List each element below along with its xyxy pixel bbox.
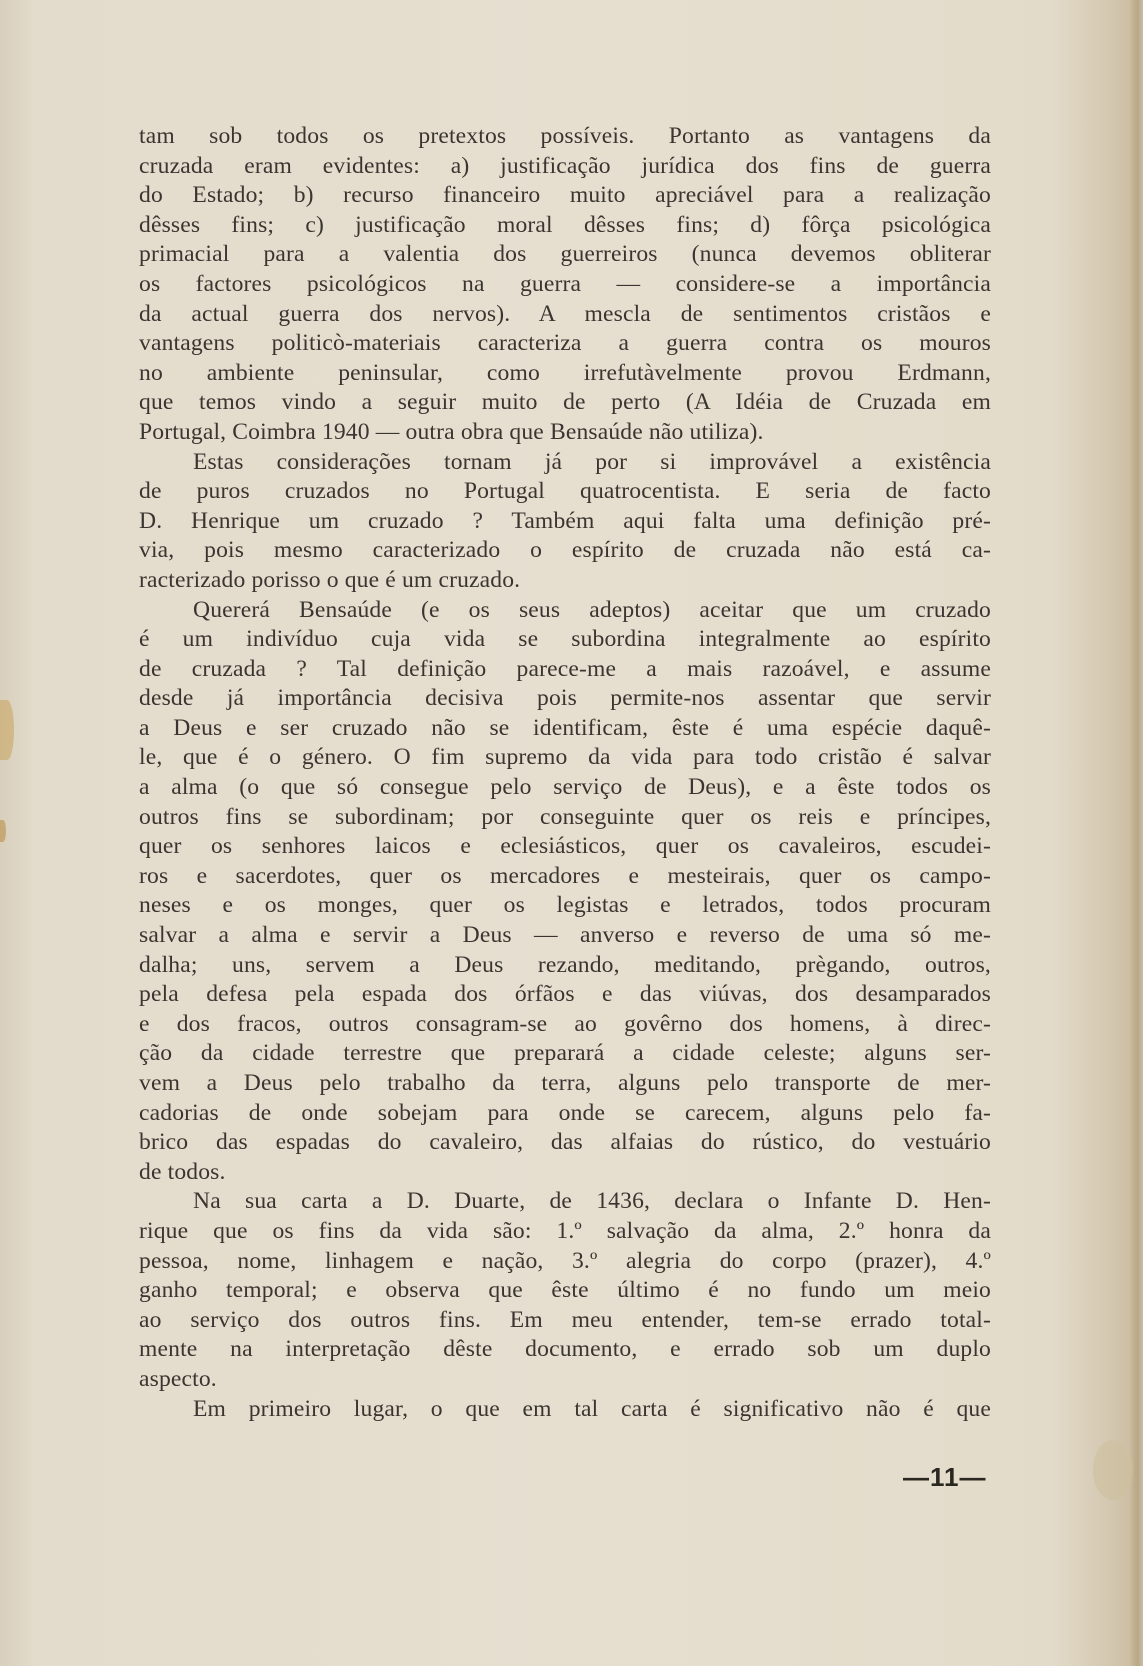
text-line: de todos. — [139, 1158, 226, 1185]
text-line: vantagens politicò-materiais caracteriza a guerra contra os mouros — [139, 330, 991, 357]
text-line: de cruzada ? Tal definição parece-me a mais razoável, e assume — [139, 655, 991, 682]
text-line: desde já importância decisiva pois permite-nos assentar que servir — [139, 685, 991, 712]
text-line: aspecto. — [139, 1365, 217, 1392]
paper-edge — [1129, 0, 1143, 1666]
text-line: cruzada eram evidentes: a) justificação jurídica dos fins de guerra — [139, 152, 991, 179]
text-line: a Deus e ser cruzado não se identificam, êste é uma espécie daquê- — [139, 714, 991, 741]
text-line: que temos vindo a seguir muito de perto (A Idéia de Cruzada em — [139, 389, 991, 416]
text-line: rique que os fins da vida são: 1.º salvação da alma, 2.º honra da — [139, 1217, 991, 1244]
text-line: mente na interpretação dêste documento, e errado sob um duplo — [139, 1336, 991, 1363]
text-line: Na sua carta a D. Duarte, de 1436, declara o Infante D. Hen- — [193, 1188, 991, 1215]
text-line: outros fins se subordinam; por conseguinte quer os reis e príncipes, — [139, 803, 991, 830]
text-line: tam sob todos os pretextos possíveis. Portanto as vantagens da — [139, 123, 991, 149]
text-line: neses e os monges, quer os legistas e letrados, todos procuram — [139, 892, 991, 919]
text-line: le, que é o género. O fim supremo da vida para todo cristão é salvar — [139, 744, 991, 771]
text-line: ção da cidade terrestre que preparará a cidade celeste; alguns ser- — [139, 1040, 991, 1067]
text-line: a alma (o que só consegue pelo serviço de Deus), e a êste todos os — [139, 774, 991, 801]
text-line: pela defesa pela espada dos órfãos e das viúvas, dos desamparados — [139, 981, 991, 1008]
text-line: quer os senhores laicos e eclesiásticos, quer os cavaleiros, escudei- — [139, 833, 991, 860]
text-line: e dos fracos, outros consagram-se ao govêrno dos homens, à direc- — [139, 1010, 991, 1037]
text-line: Estas considerações tornam já por si improvável a existência — [193, 448, 991, 475]
paper-stain — [0, 820, 6, 842]
text-line: dalha; uns, servem a Deus rezando, meditando, prègando, outros, — [139, 951, 991, 978]
text-line: dêsses fins; c) justificação moral dêsses fins; d) fôrça psicológica — [139, 211, 991, 238]
page-number: —11— — [903, 1462, 987, 1492]
text-line: no ambiente peninsular, como irrefutàvelmente provou Erdmann, — [139, 359, 991, 386]
text-line: é um indivíduo cuja vida se subordina integralmente ao espírito — [139, 626, 991, 653]
paper-stain — [0, 700, 14, 760]
text-line: vem a Deus pelo trabalho da terra, alguns pelo transporte de mer- — [139, 1070, 991, 1096]
text-line: os factores psicológicos na guerra — considere-se a importância — [139, 270, 991, 297]
text-line: ao serviço dos outros fins. Em meu entender, tem-se errado total- — [139, 1306, 991, 1333]
text-line: da actual guerra dos nervos). A mescla de sentimentos cristãos e — [139, 300, 991, 327]
text-line: cadorias de onde sobejam para onde se carecem, alguns pelo fa- — [139, 1099, 991, 1126]
text-line: Quererá Bensaúde (e os seus adeptos) aceitar que um cruzado — [193, 596, 991, 623]
text-line: salvar a alma e servir a Deus — anverso e reverso de uma só me- — [139, 922, 991, 949]
text-line: de puros cruzados no Portugal quatrocentista. E seria de facto — [139, 478, 991, 505]
text-line: Em primeiro lugar, o que em tal carta é significativo não é que — [193, 1395, 991, 1422]
text-line: ros e sacerdotes, quer os mercadores e mesteirais, quer os campo- — [139, 862, 991, 889]
body-text — [139, 122, 991, 1424]
text-line: Portugal, Coimbra 1940 — outra obra que Bensaúde não utiliza). — [139, 418, 764, 445]
text-line: primacial para a valentia dos guerreiros (nunca devemos obliterar — [139, 241, 991, 268]
text-line: do Estado; b) recurso financeiro muito apreciável para a realização — [139, 182, 991, 209]
text-line: ganho temporal; e observa que êste último é no fundo um meio — [139, 1277, 991, 1304]
text-line: racterizado porisso o que é um cruzado. — [139, 566, 521, 593]
text-line: D. Henrique um cruzado ? Também aqui falta uma definição pré- — [139, 507, 991, 534]
text-line: via, pois mesmo caracterizado o espírito de cruzada não está ca- — [139, 537, 991, 564]
paper-stain — [1093, 1440, 1133, 1500]
text-line: brico das espadas do cavaleiro, das alfaias do rústico, do vestuário — [139, 1129, 991, 1156]
text-line: pessoa, nome, linhagem e nação, 3.º alegria do corpo (prazer), 4.º — [139, 1247, 991, 1274]
